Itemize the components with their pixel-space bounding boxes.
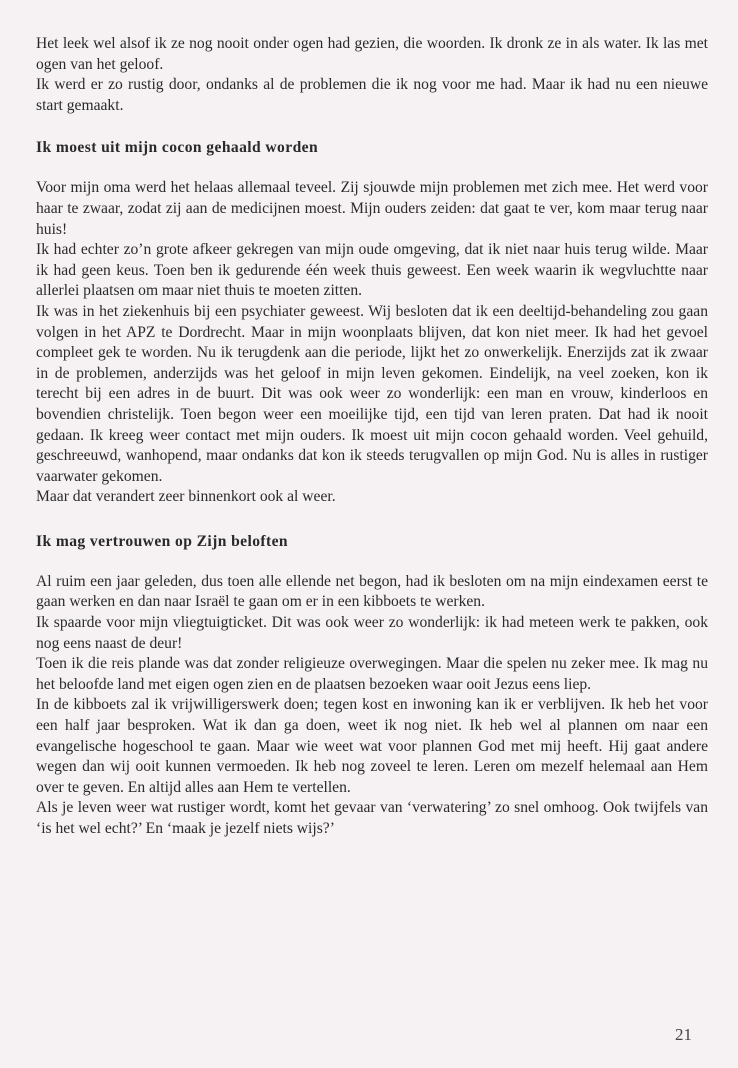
body-paragraph: Ik spaarde voor mijn vliegtuigticket. Dit was ook weer zo wonderlijk: ik had meteen werk te pakken, ook nog eens naast de deur! (36, 614, 708, 652)
section-heading: Ik mag vertrouwen op Zijn beloften (36, 532, 288, 550)
page-number: 21 (675, 1025, 692, 1044)
body-paragraph: Voor mijn oma werd het helaas allemaal teveel. Zij sjouwde mijn problemen met zich mee. Het werd voor haar te zwaar, zodat zij aan de medicijnen moest. Mijn ouders zeiden: dat gaat te ver, kom maar terug naar huis! (36, 179, 708, 238)
intro-paragraph: Het leek wel alsof ik ze nog nooit onder ogen had gezien, die woorden. Ik dronk ze in als water. Ik las met ogen van het geloof. (36, 35, 708, 73)
body-paragraph: Al ruim een jaar geleden, dus toen alle ellende net begon, had ik besloten om na mijn eindexamen eerst te gaan werken en dan naar Israël te gaan om er in een kibboets te werken. (36, 572, 708, 611)
section-heading: Ik moest uit mijn cocon gehaald worden (36, 139, 319, 157)
body-paragraph: Als je leven weer wat rustiger wordt, komt het gevaar van ‘verwatering’ zo snel omhoog. Ook twijfels van ‘is het wel echt?’ En ‘maak je jezelf niets wijs?’ (36, 799, 708, 837)
intro-paragraph: Ik werd er zo rustig door, ondanks al de problemen die ik nog voor me had. Maar ik had nu een nieuwe start gemaakt. (36, 76, 708, 114)
body-paragraph: Maar dat verandert zeer binnenkort ook al weer. (36, 488, 336, 506)
body-paragraph: In de kibboets zal ik vrijwilligerswerk doen; tegen kost en inwoning kan ik er verblijven. Ik heb het voor een half jaar besproken. Wat ik dan ga doen, weet ik nog niet. Ik heb wel al plannen om naar een evangelische hogeschool te gaan. Maar wie weet wat voor plannen God met mij heeft. Hij gaat andere wegen dan wij ooit kunnen vermoeden. Ik heb nog zoveel te leren. Leren om mezelf helemaal aan Hem over te geven. En altijd alles aan Hem te vertellen. (36, 696, 708, 796)
body-paragraph: Toen ik die reis plande was dat zonder religieuze overwegingen. Maar die spelen nu zeker mee. Ik mag nu het beloofde land met eigen ogen zien en de plaatsen bezoeken waar ooit Jezus eens liep. (36, 655, 708, 693)
body-paragraph: Ik was in het ziekenhuis bij een psychiater geweest. Wij besloten dat ik een deeltijd-behandeling zou gaan volgen in het APZ te Dordrecht. Maar in mijn woonplaats blijven, dat kon niet meer. Ik had het gevoel compleet gek te worden. Nu ik terugdenk aan die periode, lijkt het zo onwerkelijk. Enerzijds zat ik zwaar in de problemen, anderzijds was het geloof in mijn leven gekomen. Eindelijk, na veel zoeken, kon ik terecht bij een adres in de buurt. Dit was ook weer zo wonderlijk: een man en vrouw, kinderloos en bovendien christelijk. Toen begon weer een moeilijke tijd, een tijd van leren praten. Dat had ik nooit gedaan. Ik kreeg weer contact met mijn ouders. Ik moest uit mijn cocon gehaald worden. Veel gehuild, geschreeuwd, wanhopend, maar ondanks dat kon ik steeds terugvallen op mijn God. Nu is alles in rustiger vaarwater gekomen. (36, 302, 708, 485)
body-paragraph: Ik had echter zo’n grote afkeer gekregen van mijn oude omgeving, dat ik niet naar huis terug wilde. Maar ik had geen keus. Toen ben ik gedurende één week thuis geweest. Een week waarin ik wegvluchtte naar allerlei plaatsen om maar niet thuis te moeten zitten. (36, 241, 708, 300)
